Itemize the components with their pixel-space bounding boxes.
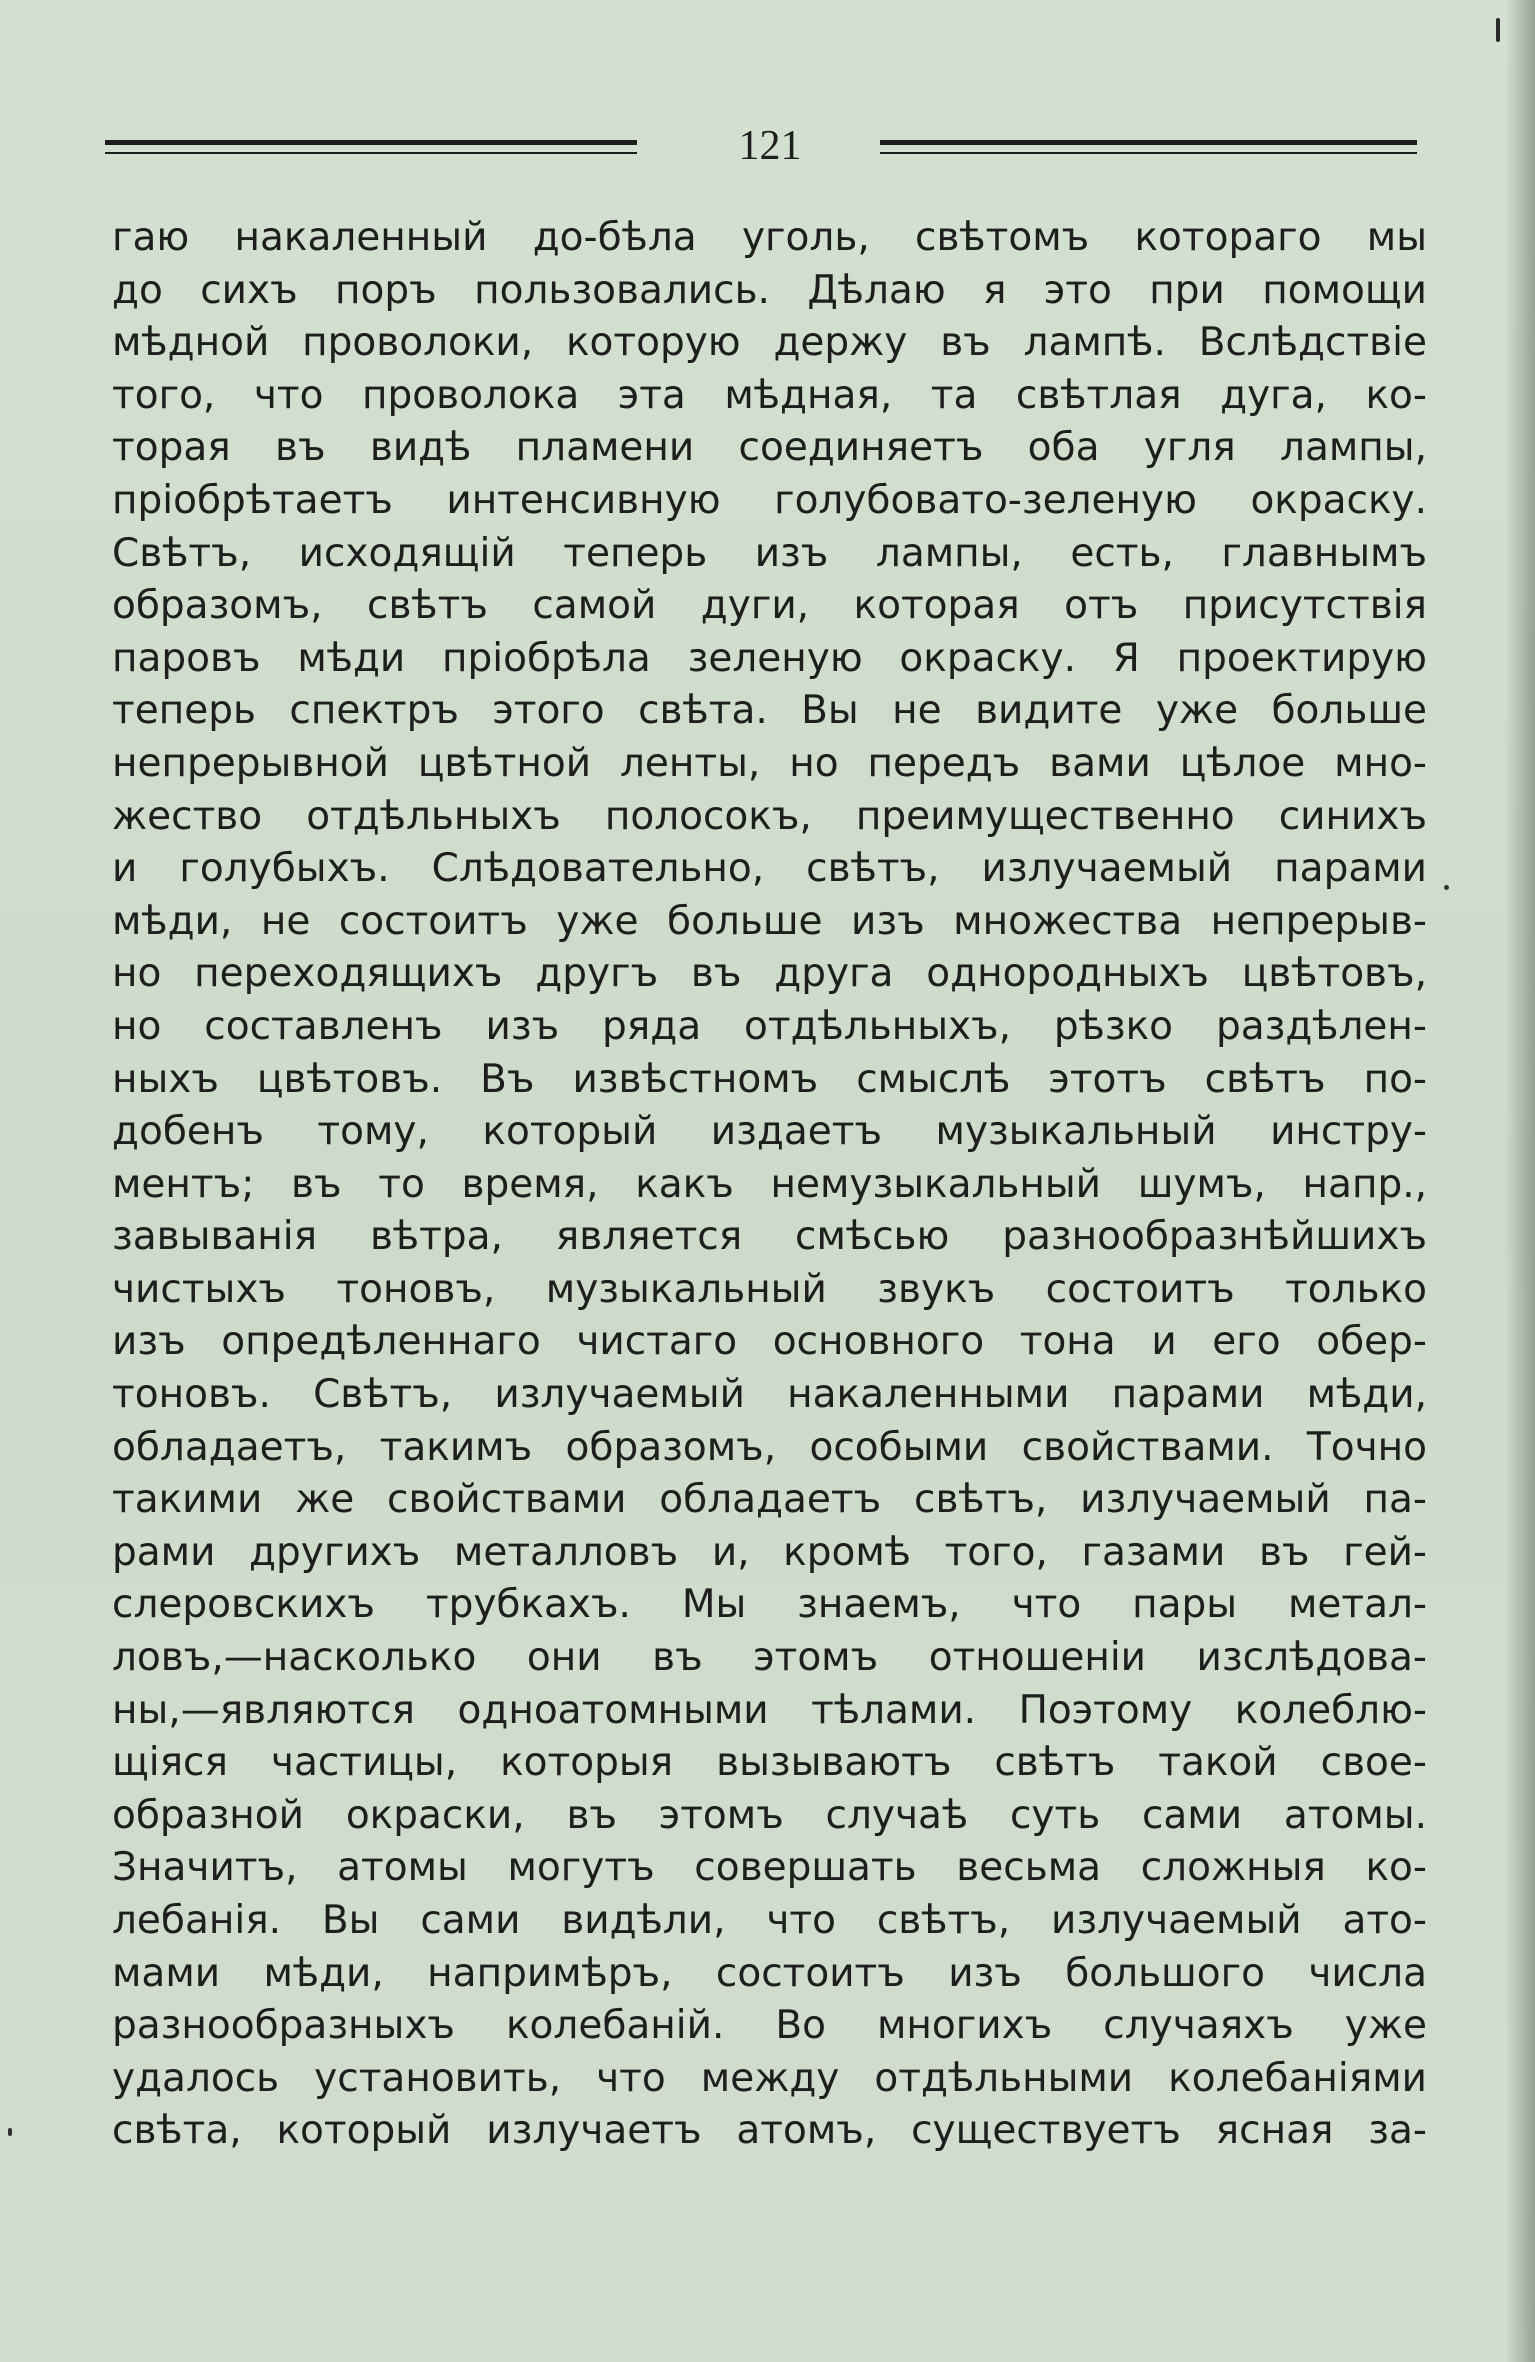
text-line: Свѣтъ, исходящій теперь изъ лампы, есть, главнымъ [112,530,1427,576]
print-speck [8,2128,12,2136]
body-text [112,212,1427,2158]
text-line: изъ опредѣленнаго чистаго основного тона и его обер- [112,1319,1427,1365]
text-line: торая въ видѣ пламени соединяетъ оба угля лампы, [112,425,1427,471]
text-line: паровъ мѣди пріобрѣла зеленую окраску. Я проектирую [112,635,1427,681]
text-line: пріобрѣтаетъ интенсивную голубовато-зеленую окраску. [112,477,1427,523]
text-line: жество отдѣльныхъ полосокъ, преимущественно синихъ [112,793,1427,839]
text-line: мѣди, не состоитъ уже больше изъ множества непрерыв- [112,898,1427,944]
text-line: непрерывной цвѣтной ленты, но передъ вами цѣлое мно- [112,740,1427,786]
text-line: гаю накаленный до-бѣла уголь, свѣтомъ котораго мы [112,215,1427,260]
text-line: того, что проволока эта мѣдная, та свѣтлая дуга, ко- [112,372,1427,418]
text-line: чистыхъ тоновъ, музыкальный звукъ состоитъ только [112,1266,1427,1312]
header-rule-left [105,140,637,154]
text-line: теперь спектръ этого свѣта. Вы не видите уже больше [112,688,1427,734]
text-line: щіяся частицы, которыя вызываютъ свѣтъ такой свое- [112,1740,1427,1786]
text-line: мѣдной проволоки, которую держу въ лампѣ. Вслѣдствіе [112,320,1427,366]
text-line: и голубыхъ. Слѣдовательно, свѣтъ, излучаемый парами [112,846,1427,892]
text-line: Значитъ, атомы могутъ совершать весьма сложныя ко- [112,1845,1427,1891]
print-speck [1496,18,1500,42]
text-line: образомъ, свѣтъ самой дуги, которая отъ присутствія [112,583,1427,629]
text-line: рами другихъ металловъ и, кромѣ того, газами въ гей- [112,1529,1427,1575]
text-line: тоновъ. Свѣтъ, излучаемый накаленными парами мѣди, [112,1372,1427,1418]
page-edge-shadow [1505,0,1535,2362]
page-header [105,118,1417,178]
text-line: ментъ; въ то время, какъ немузыкальный шумъ, напр., [112,1161,1427,1207]
text-line: ны,—являются одноатомными тѣлами. Поэтому колеблю- [112,1687,1427,1733]
print-speck [1444,885,1449,890]
text-line: обладаетъ, такимъ образомъ, особыми свойствами. Точно [112,1424,1427,1470]
text-line: лебанія. Вы сами видѣли, что свѣтъ, излучаемый ато- [112,1898,1427,1943]
text-line: удалось установить, что между отдѣльными колебаніями [112,2055,1427,2101]
text-line: завыванія вѣтра, является смѣсью разнообразнѣйшихъ [112,1214,1427,1260]
text-line: образной окраски, въ этомъ случаѣ суть сами атомы. [112,1792,1427,1838]
header-rule-right [880,140,1417,154]
text-line: но переходящихъ другъ въ друга однородныхъ цвѣтовъ, [112,951,1427,997]
text-line: слеровскихъ трубкахъ. Мы знаемъ, что пары метал- [112,1582,1427,1628]
text-line: мами мѣди, напримѣръ, состоитъ изъ большого числа [112,1950,1427,1996]
text-line: добенъ тому, который издаетъ музыкальный инстру- [112,1109,1427,1155]
text-line: до сихъ поръ пользовались. Дѣлаю я это при помощи [112,267,1427,313]
text-line: свѣта, который излучаетъ атомъ, существуетъ ясная за- [112,2108,1427,2154]
text-line: но составленъ изъ ряда отдѣльныхъ, рѣзко раздѣлен- [112,1003,1427,1049]
text-line: такими же свойствами обладаетъ свѣтъ, излучаемый па- [112,1477,1427,1523]
text-line: ныхъ цвѣтовъ. Въ извѣстномъ смыслѣ этотъ свѣтъ по- [112,1056,1427,1102]
text-line: ловъ,—насколько они въ этомъ отношеніи изслѣдова- [112,1635,1427,1681]
text-line: разнообразныхъ колебаній. Во многихъ случаяхъ уже [112,2003,1427,2049]
page-number: 121 [738,123,802,169]
